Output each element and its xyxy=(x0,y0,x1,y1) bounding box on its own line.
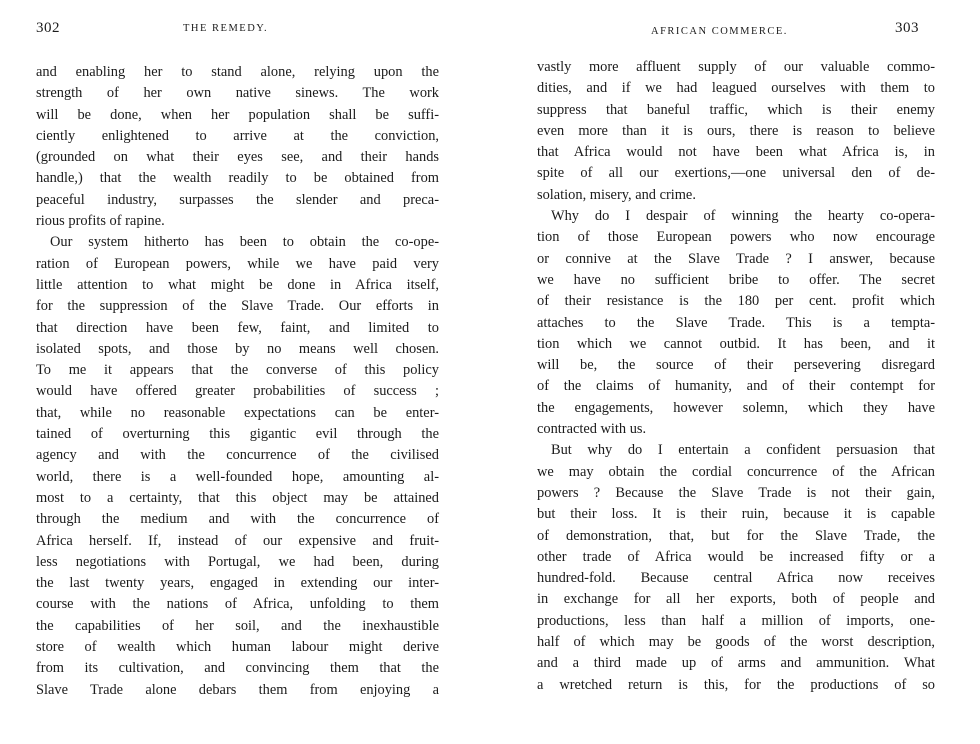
text-line: of demonstration, that, but for the Slave Trade, the xyxy=(537,527,935,544)
text-line: productions, less than half a million of imports, one- xyxy=(537,612,935,629)
text-line: that direction have been few, faint, and limited to xyxy=(36,319,439,336)
text-line: of the claims of humanity, and of their contempt for xyxy=(537,378,935,395)
text-line: ration of European powers, while we have paid very xyxy=(36,255,439,272)
text-line: isolated spots, and those by no means well chosen. xyxy=(36,340,439,357)
left-body-text xyxy=(36,62,439,701)
running-head-left: THE REMEDY. xyxy=(183,23,269,34)
text-line: a wretched return is this, for the productions of so xyxy=(537,676,935,693)
text-line: for the suppression of the Slave Trade. Our efforts in xyxy=(36,298,439,315)
page-number-right: 303 xyxy=(895,20,919,36)
text-line: hundred-fold. Because central Africa now receives xyxy=(537,570,935,587)
text-line: solation, misery, and crime. xyxy=(537,186,696,203)
text-line: strength of her own native sinews. The work xyxy=(36,85,439,102)
text-line: or connive at the Slave Trade ? I answer, because xyxy=(537,250,935,267)
text-line: and enabling her to stand alone, relying upon the xyxy=(36,64,439,80)
text-line: tion which we cannot outbid. It has been, and it xyxy=(537,335,935,352)
text-line: other trade of Africa would be increased fifty or a xyxy=(537,548,935,565)
text-line: But why do I entertain a confident persuasion that xyxy=(551,442,935,459)
text-line: handle,) that the wealth readily to be obtained from xyxy=(36,170,439,187)
text-line: Our system hitherto has been to obtain the co-ope- xyxy=(50,234,439,251)
text-line: that Africa would not have been what Africa is, in xyxy=(537,144,935,161)
text-line: attaches to the Slave Trade. This is a tempta- xyxy=(537,314,935,331)
text-line: the engagements, however solemn, which they have xyxy=(537,399,935,416)
text-line: agency and with the concurrence of the civilised xyxy=(36,447,439,464)
text-line: To me it appears that the converse of this policy xyxy=(36,362,439,379)
text-line: vastly more affluent supply of our valuable commo- xyxy=(537,59,935,75)
text-line: dities, and if we had leagued ourselves with them to xyxy=(537,80,935,97)
text-line: spite of all our exertions,—one universal den of de- xyxy=(537,165,935,182)
text-line: store of wealth which human labour might derive xyxy=(36,639,439,656)
text-line: ciently enlightened to arrive at the conviction, xyxy=(36,127,439,144)
text-line: tained of overturning this gigantic evil through the xyxy=(36,426,439,443)
text-line: rious profits of rapine. xyxy=(36,213,165,230)
right-page xyxy=(490,0,980,744)
text-line: and a third made up of arms and ammunition. What xyxy=(537,655,935,672)
text-line: would have offered greater probabilities of success ; xyxy=(36,383,439,400)
text-line: powers ? Because the Slave Trade is not their gain, xyxy=(537,484,935,501)
text-line: half of which may be goods of the worst description, xyxy=(537,634,935,651)
text-line: Africa herself. If, instead of our expensive and fruit- xyxy=(36,532,439,549)
text-line: most to a certainty, that this object may be attained xyxy=(36,489,439,506)
text-line: the last twenty years, engaged in extending our inter- xyxy=(36,575,439,592)
text-line: even more than it is ours, there is reason to believe xyxy=(537,122,935,139)
text-line: that, while no reasonable expectations can be enter- xyxy=(36,404,439,421)
page-number-left: 302 xyxy=(36,20,60,36)
text-line: little attention to what might be done in Africa itself, xyxy=(36,276,439,293)
text-line: suppress that baneful traffic, which is their enemy xyxy=(537,101,935,118)
running-head-right: AFRICAN COMMERCE. xyxy=(651,26,788,37)
text-line: of their resistance is the 180 per cent. profit which xyxy=(537,293,935,310)
text-line: will be, the source of their persevering disregard xyxy=(537,357,935,374)
text-line: contracted with us. xyxy=(537,421,647,438)
text-line: in exchange for all her exports, both of people and xyxy=(537,591,935,608)
text-line: course with the nations of Africa, unfolding to them xyxy=(36,596,439,613)
text-line: the capabilities of her soil, and the inexhaustible xyxy=(36,617,439,634)
text-line: peaceful industry, surpasses the slender and preca- xyxy=(36,191,439,208)
text-line: we have no sufficient bribe to offer. The secret xyxy=(537,271,935,288)
text-line: Why do I despair of winning the hearty co-opera- xyxy=(551,208,935,225)
text-line: (grounded on what their eyes see, and their hands xyxy=(36,149,439,166)
text-line: less negotiations with Portugal, we had been, during xyxy=(36,553,439,570)
text-line: will be done, when her population shall be suffi- xyxy=(36,106,439,123)
text-line: world, there is a well-founded hope, amounting al- xyxy=(36,468,439,485)
text-line: but their loss. It is their ruin, because it is capable xyxy=(537,506,935,523)
text-line: from its cultivation, and convincing them that the xyxy=(36,660,439,677)
text-line: through the medium and with the concurrence of xyxy=(36,511,439,528)
text-line: we may obtain the cordial concurrence of the African xyxy=(537,463,935,480)
text-line: tion of those European powers who now encourage xyxy=(537,229,935,246)
right-body-text xyxy=(537,57,935,696)
text-line: Slave Trade alone debars them from enjoying a xyxy=(36,681,439,698)
